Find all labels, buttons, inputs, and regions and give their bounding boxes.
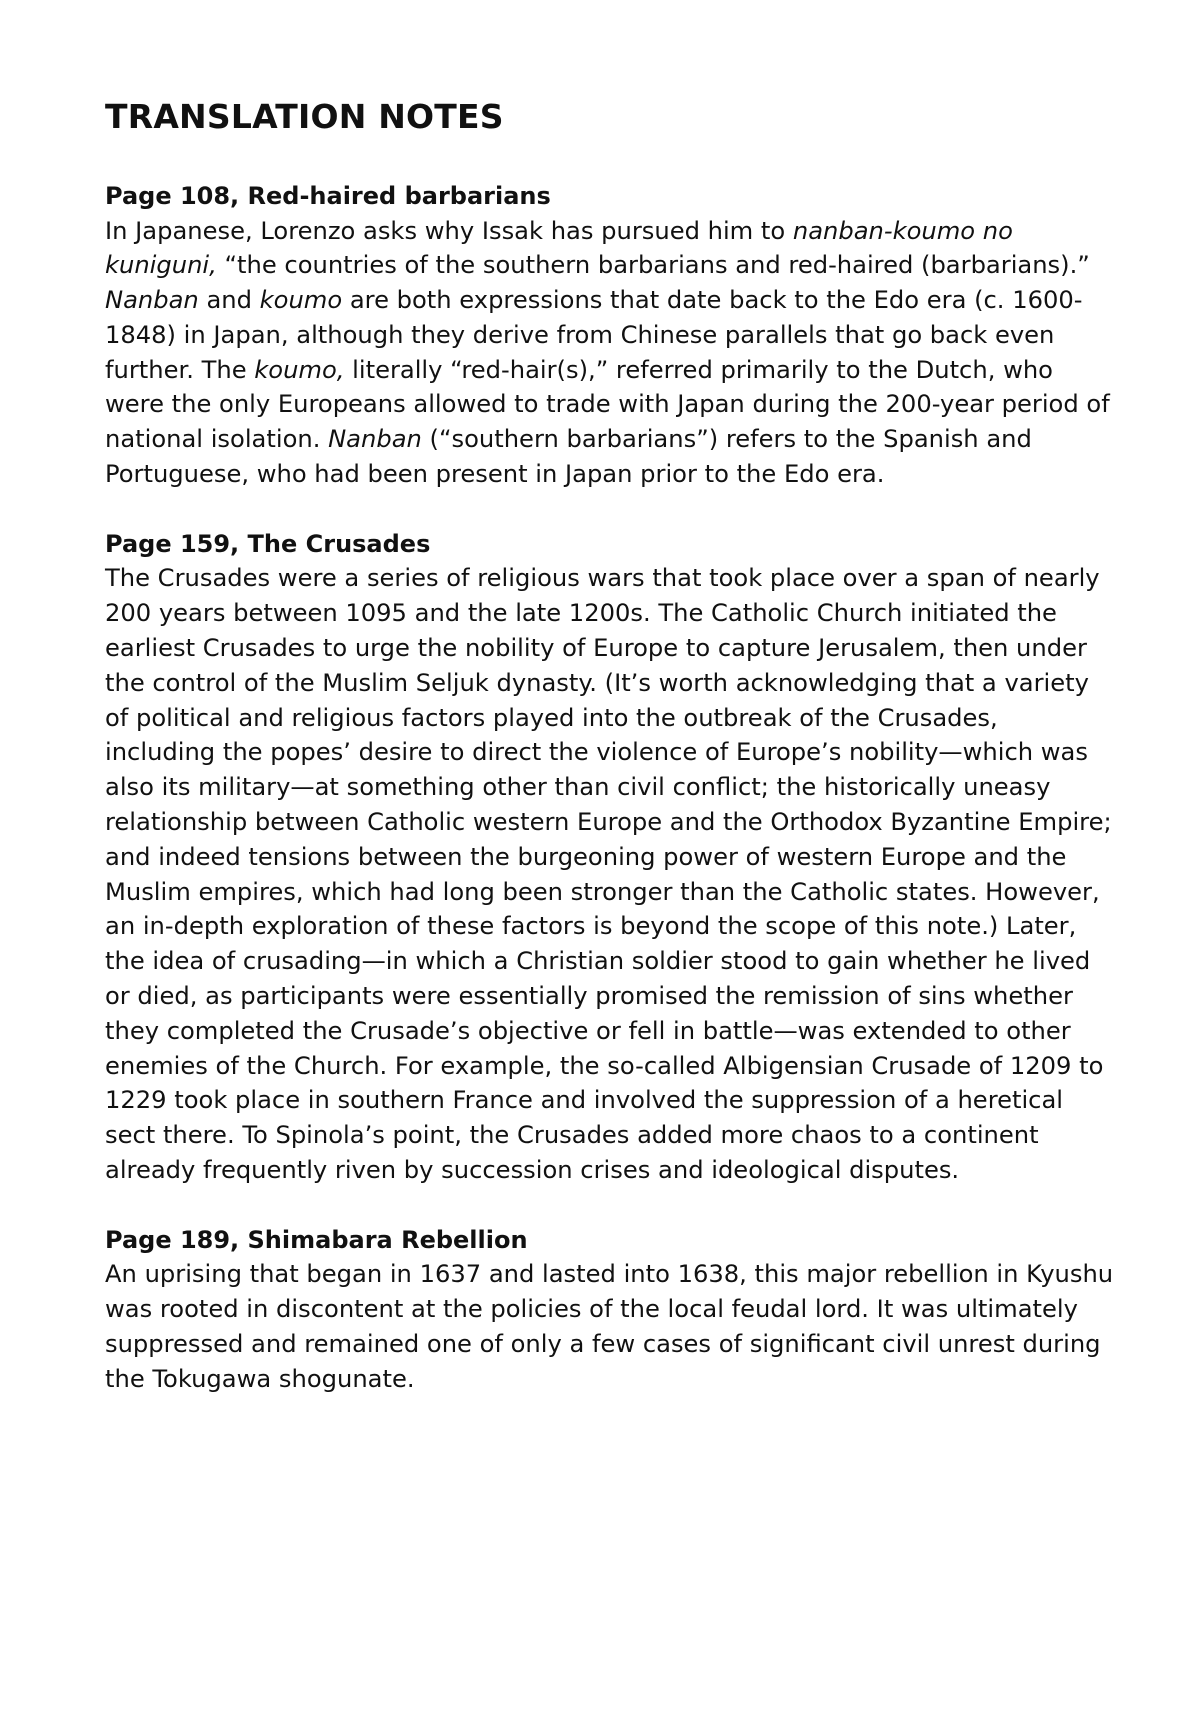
page-title: TRANSLATION NOTES [105, 97, 504, 136]
note-shimabara-rebellion [105, 1223, 1115, 1397]
note-text: The Crusades were a series of religious wars that took place over a span of nearly 200 years between 1095 and the late 1200s. The Catholic Church initiated the earliest Crusades to urge the nobility of Europe to capture Jerusalem, then under the control of the Muslim Seljuk dynasty. (It’s worth acknowledging that a variety of political and religious factors played into the outbreak of the Crusades, including the popes’ desire to direct the violence of Europe’s nobility—which was also its military—at something other than civil conflict; the historically uneasy relationship between Catholic western Europe and the Orthodox Byzantine Empire; and indeed tensions between the burgeoning power of western Europe and the Muslim empires, which had long been stronger than the Catholic states. However, an in-depth exploration of these factors is beyond the scope of this note.) Later, the idea of crusading—in which a Christian soldier stood to gain whether he lived or died, as participants were essentially promised the remission of sins whether they completed the Crusade’s objective or fell in battle—was extended to other enemies of the Church. For example, the so-called Albigensian Crusade of 1209 to 1229 took place in southern France and involved the suppression of a heretical sect there. To Spinola’s point, the Crusades added more chaos to a continent already frequently riven by succession crises and ideological disputes. [105, 564, 1112, 1184]
note-text-italic: Nanban [328, 425, 422, 454]
note-text-italic: koumo, [254, 355, 345, 384]
note-body [105, 561, 1115, 1187]
note-text: An uprising that began in 1637 and lasted into 1638, this major rebellion in Kyushu was rooted in discontent at the policies of the local feudal lord. It was ultimately suppressed and remained one of only a few cases of significant civil unrest during the Tokugawa shogunate. [105, 1260, 1114, 1393]
note-text: “the countries of the southern barbarians and red-haired (barbarians).” [216, 251, 1090, 280]
note-heading: Page 159, The Crusades [105, 529, 431, 558]
note-text: In Japanese, Lorenzo asks why Issak has pursued him to [105, 216, 793, 245]
note-text: are both expressions that date back to the Edo era (c. 1600-1848) in Japan, although they derive from Chinese parallels that go back even further. The [105, 286, 1083, 384]
note-the-crusades [105, 527, 1115, 1188]
note-body [105, 1257, 1115, 1396]
note-heading: Page 189, Shimabara Rebellion [105, 1225, 528, 1254]
note-red-haired-barbarians [105, 179, 1115, 492]
note-text-italic: koumo [259, 286, 343, 315]
note-text-italic: nanban-koumo no kuniguni, [105, 216, 1013, 280]
note-heading: Page 108, Red-haired barbarians [105, 182, 551, 210]
note-text: literally “red-hair(s),” referred primarily to the Dutch, who were the only Europeans allowed to trade with Japan during the 200-year period of national isolation. [105, 355, 1110, 454]
document-page [105, 95, 1115, 1431]
note-body [105, 214, 1115, 492]
note-text: and [198, 286, 260, 315]
note-text: (“southern barbarians”) refers to the Spanish and Portuguese, who had been present in Japan prior to the Edo era. [105, 425, 1032, 489]
note-text-italic: Nanban [105, 286, 199, 315]
